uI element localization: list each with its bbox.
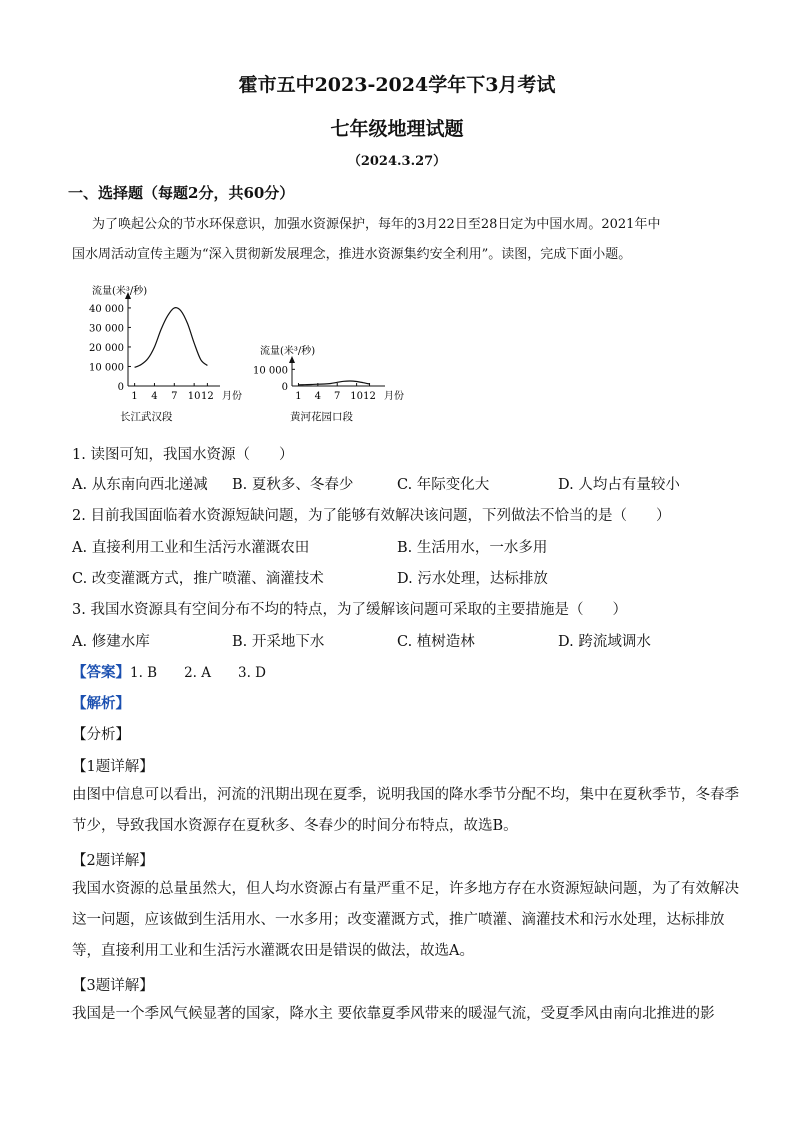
- q1-detail-label: 【1题详解】: [72, 759, 154, 775]
- q2-option-d: D. 污水处理，达标排放: [397, 571, 548, 587]
- x-tick-label: 7: [334, 391, 341, 402]
- q3-option-b: B. 开采地下水: [232, 634, 325, 650]
- q1-detail-line-2: 节少，导致我国水资源存在夏秋多、冬春少的时间分布特点，故选B。: [72, 818, 518, 834]
- y-tick-label: 0: [117, 382, 124, 393]
- x-tick-label: 10: [350, 391, 363, 402]
- q2-option-a: A. 直接利用工业和生活污水灌溉农田: [72, 540, 310, 556]
- intro-line-1: 为了唤起公众的节水环保意识，加强水资源保护，每年的3月22日至28日定为中国水周。2021年中: [92, 217, 661, 232]
- analysis-label: 【解析】: [72, 695, 130, 712]
- exam-date: （2024.3.27）: [347, 154, 447, 169]
- x-axis-label: 月份: [384, 391, 404, 402]
- x-tick-label: 4: [314, 391, 322, 402]
- x-tick-label: 1: [295, 391, 302, 402]
- chart2-ylabel: 流量(米³/秒): [260, 346, 316, 357]
- q3-option-c: C. 植树造林: [397, 634, 475, 650]
- x-tick-label: 1: [131, 391, 138, 402]
- exam-subtitle: 七年级地理试题: [330, 118, 464, 140]
- chart2-series-line: [298, 381, 369, 385]
- y-tick-label: 20 000: [89, 342, 124, 354]
- q2-option-b: B. 生活用水，一水多用: [397, 540, 548, 556]
- q1-option-d: D. 人均占有量较小: [558, 477, 680, 493]
- q3-option-a: A. 修建水库: [72, 634, 150, 650]
- x-tick-label: 12: [201, 391, 214, 402]
- hydrograph-figure: [80, 278, 420, 428]
- answer-label: 【答案】: [72, 664, 130, 681]
- y-tick-label: 30 000: [89, 323, 124, 335]
- section-heading: 一、选择题（每题2分，共60分）: [68, 184, 295, 202]
- fenxi-label: 【分析】: [72, 727, 130, 743]
- y-tick-label: 40 000: [89, 303, 124, 315]
- question-1-stem: 1. 读图可知，我国水资源（ ）: [72, 447, 294, 463]
- x-tick-label: 10: [187, 391, 201, 402]
- q1-option-b: B. 夏秋多、冬春少: [232, 477, 354, 493]
- y-tick-label: 10 000: [89, 362, 124, 374]
- chart-yellow-river: [253, 344, 404, 423]
- q1-option-c: C. 年际变化大: [397, 477, 490, 493]
- q2-detail-line-3: 等，直接利用工业和生活污水灌溉农田是错误的做法，故选A。: [72, 943, 474, 959]
- x-axis-label: 月份: [222, 391, 242, 402]
- x-tick-label: 4: [151, 391, 158, 402]
- exam-title: 霍市五中2023-2024学年下3月考试: [238, 74, 556, 96]
- x-tick-label: 7: [171, 391, 178, 402]
- q2-detail-line-2: 这一问题，应该做到生活用水、一水多用；改变灌溉方式，推广喷灌、滴灌技术和污水处理，达标排放: [72, 912, 725, 928]
- chart2-y-arrow: [289, 356, 295, 363]
- answer-row: [72, 661, 266, 682]
- question-3-stem: 3. 我国水资源具有空间分布不均的特点，为了缓解该问题可采取的主要措施是（ ）: [72, 602, 627, 618]
- chart1-ylabel: 流量(米³/秒): [92, 286, 148, 297]
- intro-line-2: 国水周活动宣传主题为“深入贯彻新发展理念，推进水资源集约安全利用”。读图，完成下面小题。: [72, 247, 632, 262]
- y-tick-label: 10 000: [253, 365, 288, 377]
- q3-option-d: D. 跨流域调水: [558, 634, 651, 650]
- q1-detail-line-1: 由图中信息可以看出，河流的汛期出现在夏季，说明我国的降水季节分配不均，集中在夏秋季节，冬春季: [72, 787, 739, 803]
- y-tick-label: 0: [281, 382, 288, 393]
- q2-option-c: C. 改变灌溉方式，推广喷灌、滴灌技术: [72, 571, 324, 587]
- x-tick-label: 12: [363, 391, 376, 402]
- q1-option-a: A. 从东南向西北递减: [72, 477, 208, 493]
- chart-yangtze: [89, 284, 242, 423]
- chart2-caption: 黄河花园口段: [290, 411, 353, 423]
- question-2-stem: 2. 目前我国面临着水资源短缺问题，为了能够有效解决该问题，下列做法不恰当的是（ ）: [72, 508, 671, 524]
- q3-detail-line-1: 我国是一个季风气候显著的国家，降水主 要依靠夏季风带来的暖湿气流，受夏季风由南向北推进的影: [72, 1006, 715, 1022]
- chart1-caption: 长江武汉段: [120, 411, 173, 423]
- q2-detail-line-1: 我国水资源的总量虽然大，但人均水资源占有量严重不足，许多地方存在水资源短缺问题，为了有效解决: [72, 881, 739, 897]
- q2-detail-label: 【2题详解】: [72, 853, 154, 869]
- q3-detail-label: 【3题详解】: [72, 978, 154, 994]
- answer-text: 1. B 2. A 3. D: [130, 665, 267, 681]
- chart1-series-line: [135, 308, 208, 368]
